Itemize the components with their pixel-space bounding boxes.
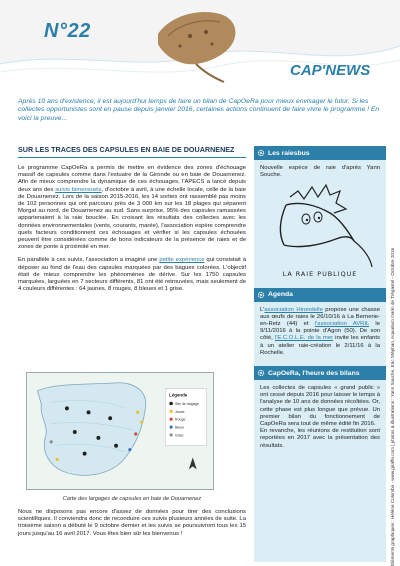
legend-item: Grise [175,433,184,438]
box-body [254,160,386,284]
bilan-paragraph-1: Les collectes de capsules « grand public » ont cessé depuis 2016 pour laisser le temps à l'analyse de 10 ans de données récoltées. Or, cette phase est plus longue que prévue. Un premier bilan du fonctionnement de CapOeRa sera tout de même édité fin 2016. [260,385,380,428]
gear-icon [257,369,265,377]
box-header [254,366,386,380]
article-paragraph-3: Nous ne disposons pas encore d'assez de données pour tirer des conclusions scientifiques. Il conviendra donc de reconduire ces suivis plusieurs années de suite. La troisième saison a débuté le 9 octobre dernier et les suivis se poursuivront tous les 15 jours jusqu'au 16 avril 2017. Vous êtes bien sûr les bienvenus ! [18,509,246,537]
box-raiesbus [254,146,386,284]
legend-item: Rouge [175,417,186,422]
article-paragraph-2 [18,257,246,293]
raiesbus-text: Nouvelle espèce de raie d'après Yann Souche. [260,165,380,179]
article-title: SUR LES TRACES DES CAPSULES EN BAIE DE DOUARNENEZ [18,145,235,154]
agenda-text-part: propose une chasse aux œufs de raies le 26/10/16 à La Bernerie-en-Retz (44) et [260,306,380,328]
release-map [26,372,214,490]
bilan-paragraph-2: En revanche, les réunions de restitution sont reportées en 2017 avec la présentation des résultats. [260,428,380,449]
agenda-text-part: invite les enfants à un atelier raie-création le 2/11/16 à la Rochelle. [260,335,380,356]
paragraph-text: , d'octobre à avril, à une échelle locale, celle de la baie de Douarnenez. Lors de la saison 2015-2016, les 14 sorties ont rassemblé pas moins de 102 personnes qui ont parcouru près de 3 000 km sur les 18 plages qui séparent Morgat au nord, de Douarnenez au sud. Sans surprise, 95% des capsules ramassées appartenaient à la raie bouclée. En croisant les résultats des collectes avec les données environnementales (vents, courants, marée), l'association espère comprendre quels facteurs conditionnent ces échouages et vérifier si les capsules échouées peuvent être considérées comme de bons indicateurs de la présence de raies et de zones de ponte à proximité en mer. [18,186,247,251]
title-divider [18,157,246,158]
article-paragraph-1 [18,165,246,251]
link-association-hirondelle[interactable]: association Hirondelle [264,306,323,313]
raie-publique-caption: LA RAIE PUBLIQUE [282,270,358,279]
legend-item: Jaune [175,409,185,414]
box-header [254,146,386,160]
box-title: Agenda [268,291,293,299]
legend-item: Bleue [175,425,185,430]
issue-number: N°22 [44,20,91,42]
box-body [254,302,386,362]
paragraph-text: Le programme CapOeRa a permis de mettre en évidence des zones d'échouage massif de capsules comme dans l'estuaire de la Gironde ou en baie de Douarnenez. Afin de mieux comprendre la dynamique de ces échouages, l'APECS a lancé depuis deux ans des [18,165,246,193]
box-body [254,380,386,455]
sidebar [254,146,386,562]
intro-text: Après 10 ans d'existence, il est aujourd'hui temps de faire un bilan de CapOeRa pour mieux envisager le futur. Si les collectes opportunistes sont en pause depuis janvier 2016, certaines actions continuent de faire vivre le programme ! En voici la preuve... [18,98,380,122]
box-bilan [254,366,386,455]
legend-item: Site de largage [175,401,199,406]
paragraph-text: qui consistait à déposer au fond de l'eau des capsules marquées par des bagues colorées. L'objectif était de mieux comprendre les phénomènes de dérive. Sur les 1750 capsules marquées, larguées en 7 secteurs différents, 81 ont été retrouvées, mais seulement de 4 couleurs différentes : 64 jaunes, 8 rouges, 8 bleues et 1 grise. [18,257,246,293]
map-caption: Carte des largages de capsules en baie de Douarnenez [62,496,202,502]
ray-photo-icon [150,4,240,84]
gear-icon [257,291,265,299]
box-agenda [254,288,386,362]
box-header [254,288,386,302]
photo-credits: Éléments graphiques : Hélène Colombo - www.giraffe.com | photos & illustrations : Yann Souche, Eric Stéphan, Aquarium marin de Trégastel - Octobre 2016 [390,247,395,566]
main-article [18,145,246,293]
map-legend-title: Légende [169,392,188,398]
agenda-text [260,307,380,357]
box-title: CapOeRa, l'heure des bilans [268,369,360,377]
gear-icon [257,149,265,157]
link-petite-experience[interactable]: petite expérience [159,257,205,264]
newsletter-brand: CAP'NEWS [290,62,371,79]
newsletter-header [0,0,400,94]
raie-publique-drawing [260,179,380,273]
agenda-text-part: le 9/11/2016 à la pointe d'Agon (50). De son côté, [260,321,380,342]
agenda-text-part: L' [260,306,265,313]
box-title: Les raiesbus [268,149,310,157]
link-association-avril[interactable]: l'association AVRIL [314,321,370,328]
paragraph-text: En parallèle à ces suivis, l'association a imaginé une [18,257,160,264]
link-suivis-bimensuels[interactable]: suivis bimensuels [55,186,102,193]
link-ecole-de-la-mer[interactable]: l'E.C.O.L.E. de la mer [274,335,334,342]
